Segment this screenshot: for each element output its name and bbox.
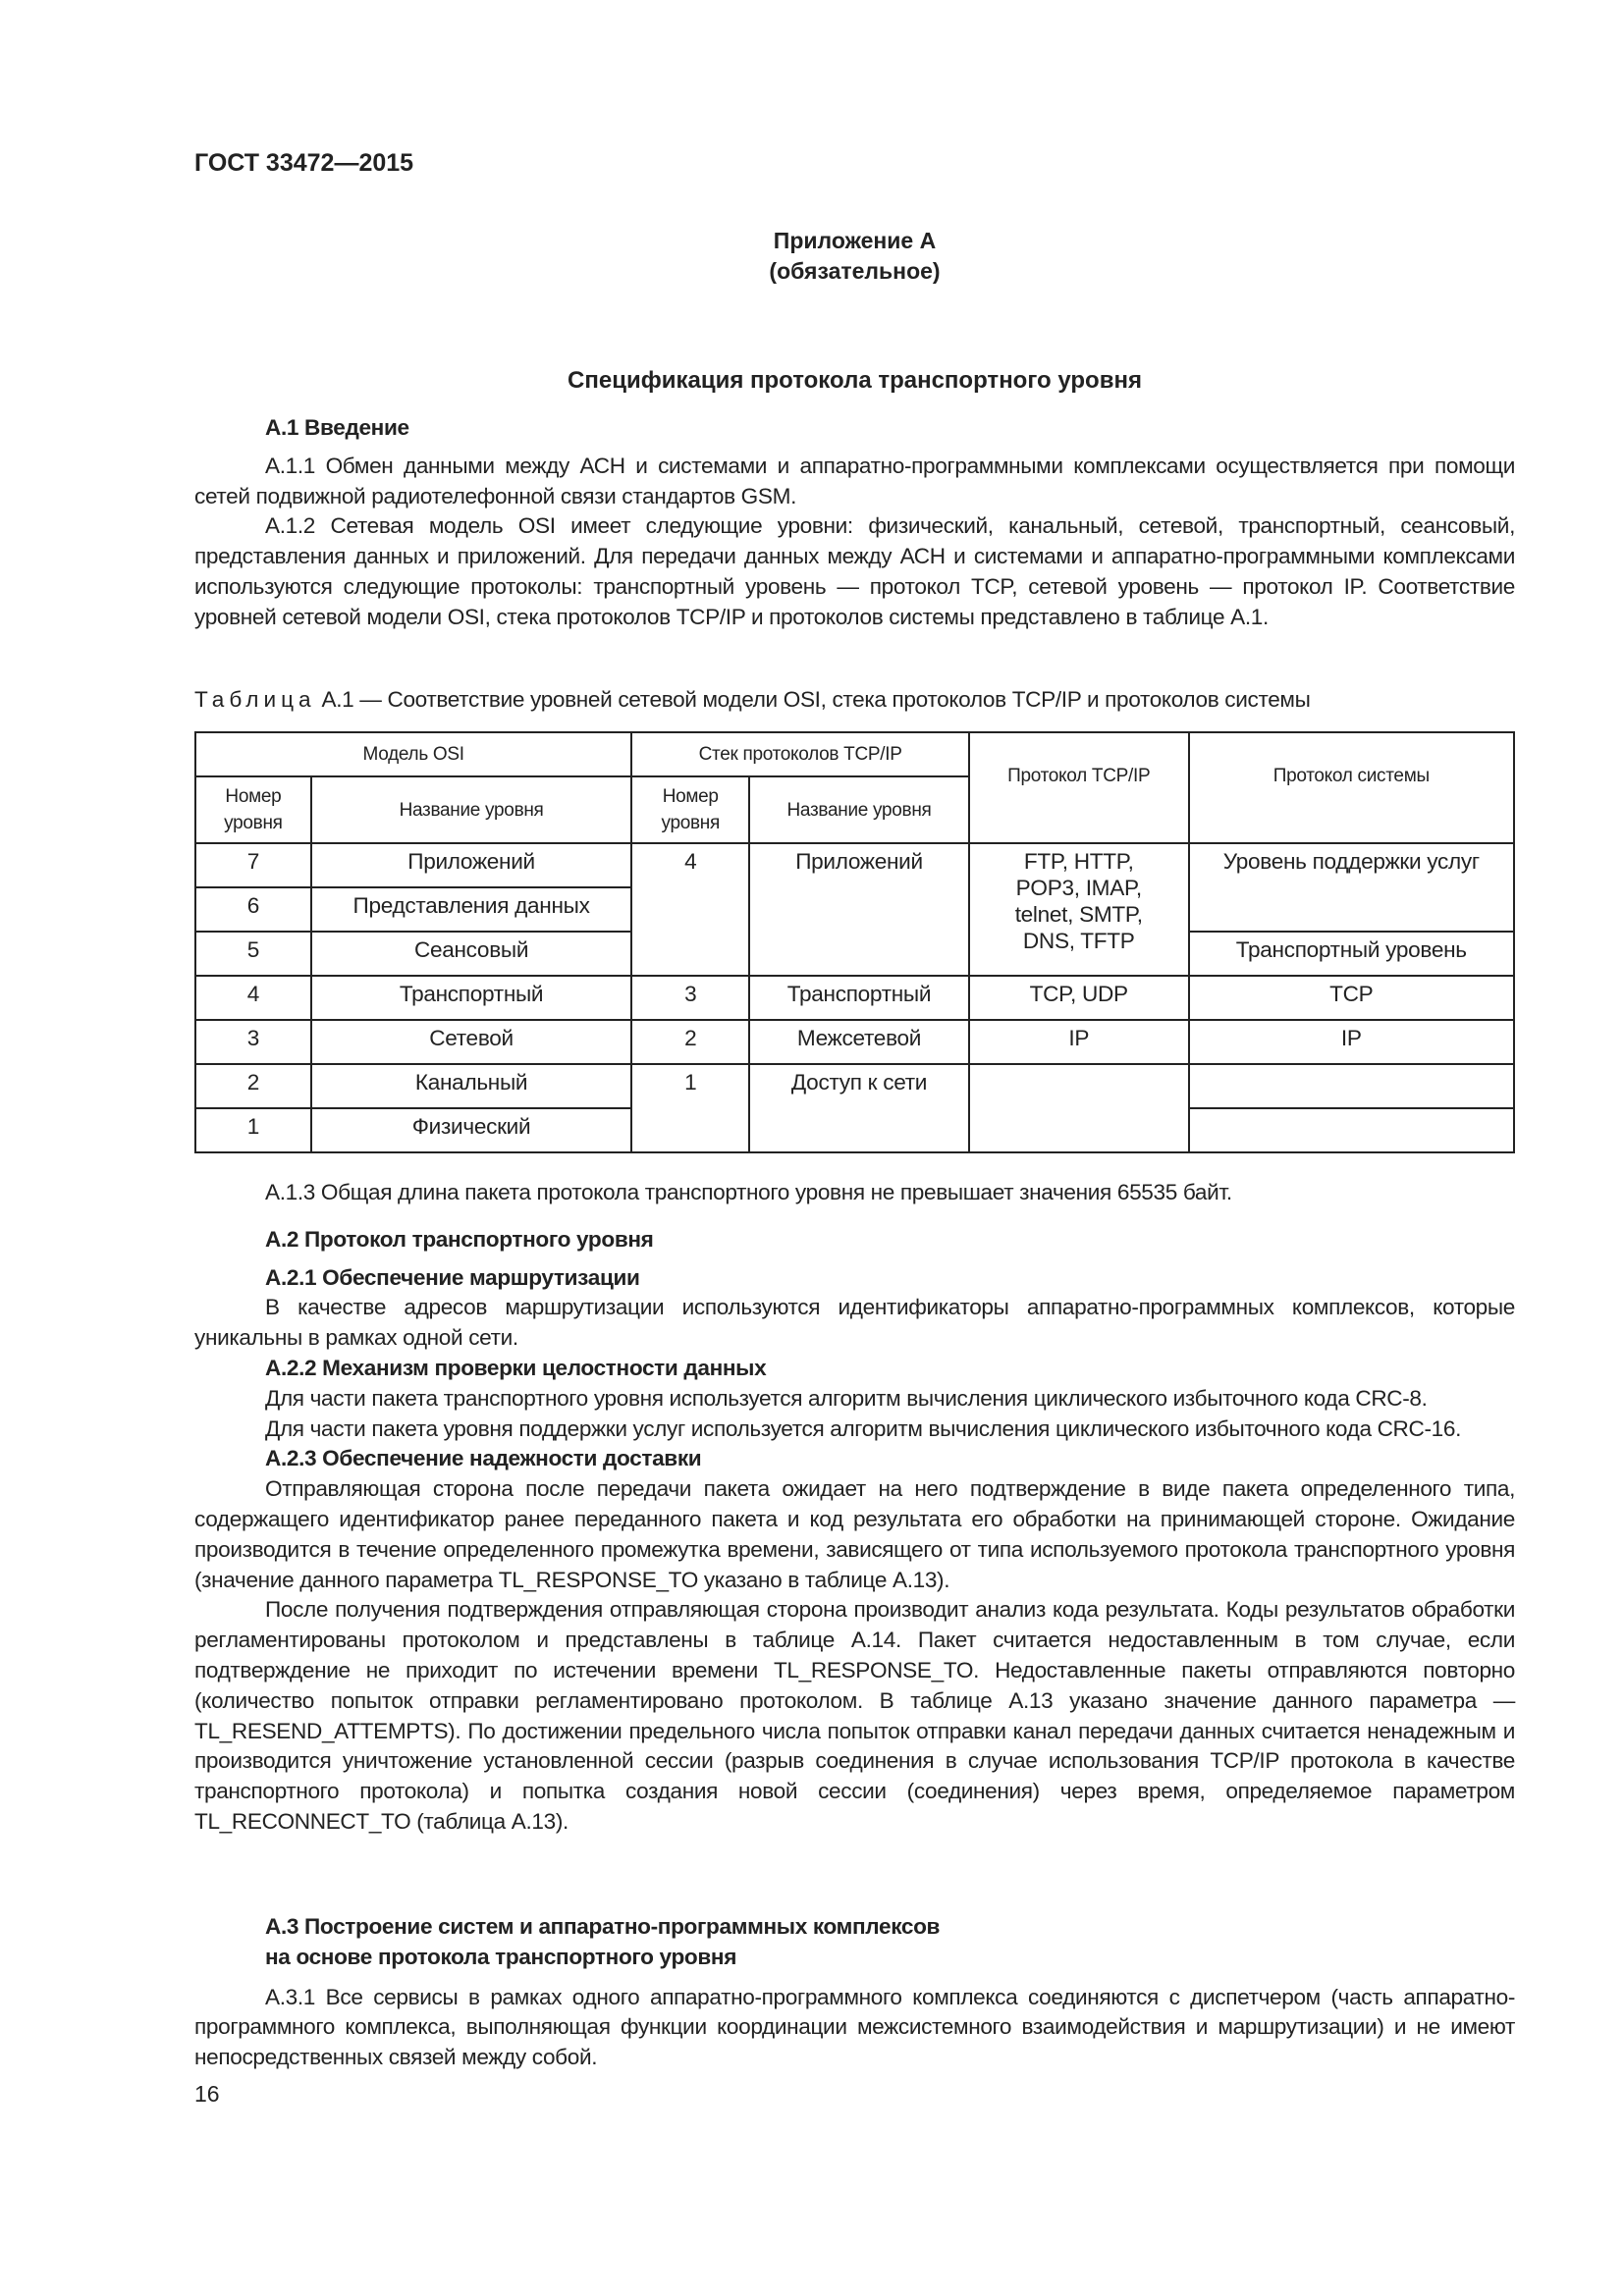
- appendix-subtitle: (обязательное): [769, 258, 941, 284]
- table-row: [195, 1020, 1514, 1064]
- cell: Приложений: [749, 843, 969, 976]
- section-heading: А.2 Протокол транспортного уровня: [265, 1226, 654, 1252]
- cell: TCP, UDP: [969, 976, 1189, 1020]
- header-stack-num: Номер уровня: [631, 776, 749, 843]
- cell: Представления данных: [311, 887, 631, 932]
- caption-text: А.1 — Соответствие уровней сетевой модели OSI, стека протоколов TCP/IP и протоколов системы: [315, 687, 1311, 712]
- page-number: 16: [194, 2081, 220, 2107]
- cell-empty: [1189, 1108, 1514, 1152]
- cell: 5: [195, 932, 311, 976]
- cell: IP: [969, 1020, 1189, 1064]
- header-stack: Стек протоколов TCP/IP: [631, 732, 969, 776]
- cell: Межсетевой: [749, 1020, 969, 1064]
- header-protocol-system: Протокол системы: [1189, 732, 1514, 843]
- header-protocol-tcpip: Протокол TCP/IP: [969, 732, 1189, 843]
- document-header: ГОСТ 33472—2015: [194, 149, 414, 177]
- paragraph: После получения подтверждения отправляющая сторона производит анализ кода результата. Коды результатов обработки регламентированы протоколом и представлены в таблице А.14. Пакет считается недоставленным в том случае, если подтверждение не приходит по истечении времени TL_RESPONSE_TO. Недоставленные пакеты отправляются повторно (количество попыток отправки регламентировано протоколом. В таблице А.13 указано значение данного параметра — TL_RESEND_ATTEMPTS). По достижении предельного числа попыток отправки канал передачи данных считается ненадежным и производится уничтожение установленной сессии (разрыв соединения в случае использования TCP/IP протокола в качестве транспортного протокола) и попытка создания новой сессии (соединения) через время, определяемое параметром TL_RECONNECT_TO (таблица А.13).: [194, 1597, 1515, 1834]
- cell: Сеансовый: [311, 932, 631, 976]
- table-row: [195, 1064, 1514, 1108]
- paragraph: А.1.2 Сетевая модель OSI имеет следующие уровни: физический, канальный, сетевой, транспортный, сеансовый, представления данных и приложений. Для передачи данных между АСН и системами и аппаратно-программными комплексами используются следующие протоколы: транспортный уровень — протокол TCP, сетевой уровень — протокол IP. Соответствие уровней сетевой модели OSI, стека протоколов TCP/IP и протоколов системы представлено в таблице А.1.: [194, 513, 1515, 629]
- document-title: Спецификация протокола транспортного уровня: [568, 367, 1142, 394]
- subsection-heading: А.2.2 Механизм проверки целостности данных: [265, 1355, 767, 1380]
- cell: 4: [195, 976, 311, 1020]
- caption-label: Таблица: [194, 687, 316, 712]
- section-a3: [194, 1912, 1515, 2073]
- paragraph: А.3.1 Все сервисы в рамках одного аппаратно-программного комплекса соединяются с диспетчером (часть аппаратно-программного комплекса, выполняющая функции координации межсистемного взаимодействия и маршрутизации) и не имеют непосредственных связей между собой.: [194, 1984, 1515, 2070]
- header-stack-name: Название уровня: [749, 776, 969, 843]
- header-osi-name: Название уровня: [311, 776, 631, 843]
- cell: IP: [1189, 1020, 1514, 1064]
- cell: 6: [195, 887, 311, 932]
- cell-empty: [1189, 1064, 1514, 1108]
- paragraph: Отправляющая сторона после передачи пакета ожидает на него подтверждение в виде пакета определенного типа, содержащего идентификатор ранее переданного пакета и код результата его обработки на принимающей стороне. Ожидание производится в течение определенного промежутка времени, зависящего от типа используемого протокола транспортного уровня (значение данного параметра TL_RESPONSE_TO указано в таблице А.13).: [194, 1476, 1515, 1592]
- table-caption: [194, 687, 1311, 713]
- paragraph: А.1.3 Общая длина пакета протокола транспортного уровня не превышает значения 65535 байт.: [265, 1180, 1232, 1204]
- cell-empty: [969, 1064, 1189, 1152]
- section-a1: [194, 413, 1515, 633]
- cell: Транспортный: [749, 976, 969, 1020]
- cell: Канальный: [311, 1064, 631, 1108]
- cell: 3: [195, 1020, 311, 1064]
- paragraph: В качестве адресов маршрутизации используются идентификаторы аппаратно-программных комплексов, которые уникальны в рамках одной сети.: [194, 1295, 1515, 1351]
- cell: 1: [631, 1064, 749, 1152]
- cell: Сетевой: [311, 1020, 631, 1064]
- header-osi: Модель OSI: [195, 732, 631, 776]
- section-heading: А.1 Введение: [265, 415, 409, 440]
- section-heading: А.3 Построение систем и аппаратно-программных комплексов: [265, 1914, 941, 1939]
- paragraph: Для части пакета транспортного уровня используется алгоритм вычисления циклического избыточного кода CRC-8.: [265, 1385, 1428, 1411]
- cell: 4: [631, 843, 749, 976]
- cell: 2: [195, 1064, 311, 1108]
- cell: Доступ к сети: [749, 1064, 969, 1152]
- cell: 7: [195, 843, 311, 887]
- cell: 1: [195, 1108, 311, 1152]
- section-heading: на основе протокола транспортного уровня: [265, 1944, 737, 1969]
- cell: FTP, HTTP, POP3, IMAP, telnet, SMTP, DNS, TFTP: [969, 843, 1189, 976]
- cell: Уровень поддержки услуг: [1189, 843, 1514, 932]
- cell: Транспортный: [311, 976, 631, 1020]
- paragraph: Для части пакета уровня поддержки услуг используется алгоритм вычисления циклического избыточного кода CRC-16.: [265, 1415, 1462, 1441]
- cell: Физический: [311, 1108, 631, 1152]
- table-row: [195, 976, 1514, 1020]
- osi-table: [194, 731, 1515, 1153]
- cell: Транспортный уровень: [1189, 932, 1514, 976]
- paragraph: А.1.1 Обмен данными между АСН и системами и аппаратно-программными комплексами осуществляется при помощи сетей подвижной радиотелефонной связи стандартов GSM.: [194, 453, 1515, 508]
- cell: TCP: [1189, 976, 1514, 1020]
- appendix-title: Приложение А: [773, 228, 937, 253]
- subsection-heading: А.2.1 Обеспечение маршрутизации: [265, 1264, 640, 1290]
- header-osi-num: Номер уровня: [195, 776, 311, 843]
- subsection-heading: А.2.3 Обеспечение надежности доставки: [265, 1446, 702, 1471]
- section-a2: [194, 1178, 1515, 1838]
- table-row: [195, 843, 1514, 887]
- cell: 2: [631, 1020, 749, 1064]
- cell: 3: [631, 976, 749, 1020]
- cell: Приложений: [311, 843, 631, 887]
